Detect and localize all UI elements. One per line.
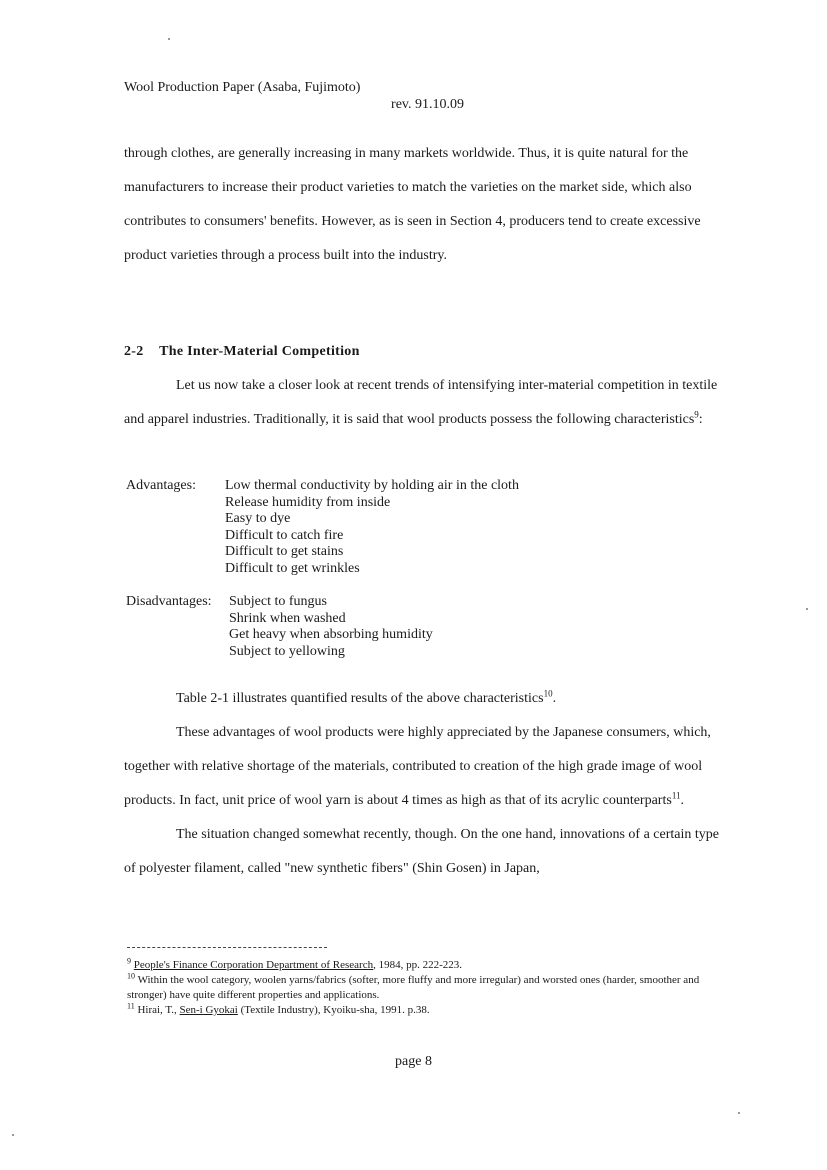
footnote-11: [127, 1003, 727, 1018]
advantages-items: [225, 478, 519, 577]
paragraph-1-text: Let us now take a closer look at recent trends of intensifying inter-material competition in textile and apparel industries. Traditionally, it is said that wool products possess the following characteristics: [124, 378, 718, 427]
footnote-9-number: 9: [127, 956, 131, 966]
paragraph-3-tail: .: [680, 793, 684, 808]
advantages-item: Easy to dye: [225, 511, 291, 526]
intro-paragraph-block: [124, 137, 724, 273]
paragraph-4: The situation changed somewhat recently, though. On the one hand, innovations of a certain type of polyester filament, called "new synthetic fibers" (Shin Gosen) in Japan,: [124, 827, 719, 876]
advantages-label: Advantages:: [126, 478, 196, 493]
section-heading: [124, 344, 360, 360]
disadvantages-list: [126, 594, 433, 660]
paragraph-2-tail: .: [552, 691, 557, 706]
advantages-item: Low thermal conductivity by holding air in the cloth: [225, 478, 519, 493]
footnote-11-author: Hirai, T.,: [137, 1004, 180, 1016]
scan-speck: [168, 38, 170, 40]
footnote-10: [127, 973, 727, 1003]
footnote-ref-11: 11: [671, 790, 681, 801]
advantages-list: [126, 478, 519, 577]
paragraph-1-tail: :: [698, 412, 703, 427]
footnote-9-source: People's Finance Corporation Department of Research: [133, 959, 374, 971]
paragraph-3-text: These advantages of wool products were highly appreciated by the Japanese consumers, which, together with relative shortage of the materials, contributed to creation of the high grade image of wool products. In fact, unit price of wool yarn is about 4 times as high as that of its acrylic counterparts: [124, 725, 711, 808]
advantages-item: Difficult to get stains: [225, 544, 344, 559]
disadvantages-item: Subject to fungus: [229, 594, 327, 609]
paragraph-1: [124, 369, 724, 437]
footnote-separator: [127, 947, 327, 948]
section-title: The Inter-Material Competition: [159, 344, 360, 359]
advantages-item: Difficult to get wrinkles: [225, 560, 360, 576]
footnote-11-detail: (Textile Industry), Kyoiku-sha, 1991. p.38.: [237, 1004, 430, 1016]
footnote-11-number: 11: [127, 1001, 135, 1011]
scan-speck: [12, 1134, 14, 1136]
paragraph-2-text: Table 2-1 illustrates quantified results of the above characteristics: [176, 691, 544, 706]
footnotes: [127, 958, 727, 1018]
footnote-ref-10: 10: [543, 688, 553, 699]
paragraph-1-block: [124, 369, 724, 437]
page-header: [124, 79, 464, 113]
scan-speck: [806, 608, 808, 610]
disadvantages-items: [229, 594, 433, 660]
footnote-10-number: 10: [127, 971, 135, 981]
disadvantages-item: Get heavy when absorbing humidity: [229, 627, 433, 642]
disadvantages-item: Subject to yellowing: [229, 643, 345, 659]
scan-speck: [738, 1112, 740, 1114]
disadvantages-item: Shrink when washed: [229, 610, 346, 626]
advantages-item: Difficult to catch fire: [225, 527, 344, 543]
section-number: 2-2: [124, 344, 144, 359]
page-number: page 8: [395, 1054, 432, 1069]
header-title: Wool Production Paper (Asaba, Fujimoto): [124, 80, 361, 95]
footnote-11-source: Sen-i Gyokai: [179, 1004, 238, 1016]
disadvantages-label: Disadvantages:: [126, 594, 212, 609]
footnote-9: [127, 958, 727, 973]
paragraph-3: [124, 716, 724, 818]
advantages-item: Release humidity from inside: [225, 494, 391, 510]
footnote-ref-9: 9: [694, 409, 699, 420]
paragraph-2: [124, 682, 724, 716]
intro-paragraph: through clothes, are generally increasing in many markets worldwide. Thus, it is quite natural for the manufacturers to increase their product varieties to match the varieties on the market side, which also contributes to consumers' benefits. However, as is seen in Section 4, producers tend to create excessive product varieties through a process built into the industry.: [124, 146, 701, 263]
footnote-9-detail: , 1984, pp. 222-223.: [373, 959, 462, 971]
footnote-10-text: Within the wool category, woolen yarns/fabrics (softer, more fluffy and more irregular) and worsted ones (harder, smoother and stronger) have quite different properties and applications.: [127, 974, 700, 1001]
header-revision: rev. 91.10.09: [391, 97, 464, 112]
paragraphs-block: [124, 682, 724, 886]
